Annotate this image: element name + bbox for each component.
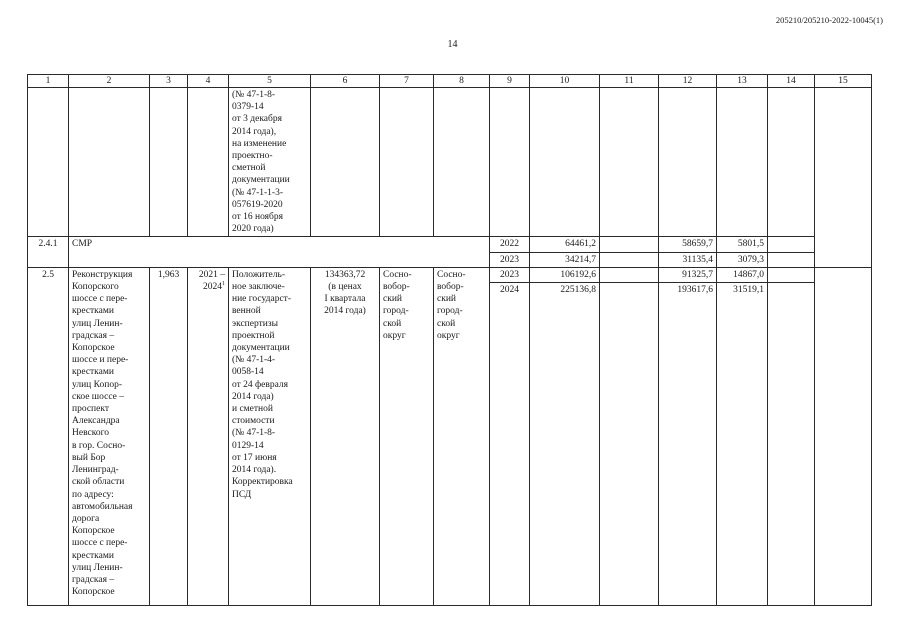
table-cell: [717, 88, 768, 237]
document-id: 205210/205210-2022-10045(1): [775, 15, 883, 25]
header-cell: 14: [768, 75, 815, 88]
year-cell: 2023: [490, 252, 530, 267]
regional-value: 91325,7: [659, 267, 717, 282]
continuation-document-text: (№ 47-1-8- 0379-14 от 3 декабря 2014 года), на изменение проектно- сметной документации (№ 47-1-1-3- 057619-2020 от 16 ноября 2020 года): [229, 88, 311, 237]
header-cell: 1: [28, 75, 69, 88]
estimated-cost: 134363,72 (в ценах I квартала 2014 года): [311, 267, 380, 605]
object-name: Реконструкция Копорского шоссе с пере- крестками улиц Ленин- градская – Копорское шоссе и пере- крестками улиц Копор- ское шоссе – проспект Александра Невского в гор. Сосно- вый Бор Ленинград- ской области по адресу: автомобильная дорога Копорское шоссе с пере- крестками улиц Ленин- градская – Копорское: [69, 267, 150, 605]
table-cell: [815, 88, 872, 268]
table-cell: [150, 88, 188, 237]
local-value: 14867,0: [717, 267, 768, 282]
table-cell: [188, 88, 229, 237]
table-row: [28, 237, 872, 252]
total-value: 64461,2: [530, 237, 600, 252]
header-cell: 8: [434, 75, 490, 88]
row-number: 2.5: [28, 267, 69, 605]
project-documents: Положитель- ное заключе- ние государст- венной экспертизы проектной документации (№ 47-1-4- 0058-14 от 24 февраля 2014 года) и сметной стоимости (№ 47-1-8- 0129-14 от 17 июня 2014 года). Корректировка ПСД: [229, 267, 311, 605]
total-value: 106192,6: [530, 267, 600, 282]
row-number: 2.4.1: [28, 237, 69, 267]
local-value: 5801,5: [717, 237, 768, 252]
table-cell: [28, 88, 69, 237]
period-value: [188, 267, 229, 605]
header-cell: 13: [717, 75, 768, 88]
row-name: СМР: [69, 237, 490, 267]
table-cell: [768, 237, 815, 252]
table-cell: [768, 88, 815, 237]
regional-value: 58659,7: [659, 237, 717, 252]
regional-value: 31135,4: [659, 252, 717, 267]
header-cell: 15: [815, 75, 872, 88]
header-cell: 2: [69, 75, 150, 88]
table-cell: [768, 252, 815, 267]
table-cell: [69, 88, 150, 237]
page-number: 14: [447, 39, 458, 50]
footnote-mark: 1: [222, 280, 225, 287]
header-cell: 4: [188, 75, 229, 88]
year-cell: 2022: [490, 237, 530, 252]
local-value: 3079,3: [717, 252, 768, 267]
recipient: Сосно- вобор- ский город- ской округ: [434, 267, 490, 605]
regional-value: 193617,6: [659, 283, 717, 606]
table-cell: [380, 88, 434, 237]
total-value: 225136,8: [530, 283, 600, 606]
table-cell: [659, 88, 717, 237]
table-cell: [530, 88, 600, 237]
continuation-row: [28, 88, 872, 237]
table-cell: [815, 267, 872, 605]
header-cell: 11: [600, 75, 659, 88]
header-row: [28, 75, 872, 88]
budget-table: [27, 74, 872, 606]
period-years: 2021 – 2024: [198, 269, 225, 293]
header-cell: 12: [659, 75, 717, 88]
header-cell: 3: [150, 75, 188, 88]
year-cell: 2023: [490, 267, 530, 282]
table-row: [28, 267, 872, 282]
table-cell: [434, 88, 490, 237]
table-cell: [768, 283, 815, 606]
table-cell: [768, 267, 815, 282]
table-cell: [490, 88, 530, 237]
table-cell: [600, 88, 659, 237]
table-cell: [600, 267, 659, 282]
customer: Сосно- вобор- ский город- ской округ: [380, 267, 434, 605]
year-cell: 2024: [490, 283, 530, 606]
header-cell: 7: [380, 75, 434, 88]
table-cell: [600, 252, 659, 267]
header-cell: 5: [229, 75, 311, 88]
table-cell: [600, 283, 659, 606]
total-value: 34214,7: [530, 252, 600, 267]
table-cell: [600, 237, 659, 252]
table-cell: [311, 88, 380, 237]
header-cell: 10: [530, 75, 600, 88]
capacity-value: 1,963: [150, 267, 188, 605]
local-value: 31519,1: [717, 283, 768, 606]
header-cell: 9: [490, 75, 530, 88]
header-cell: 6: [311, 75, 380, 88]
